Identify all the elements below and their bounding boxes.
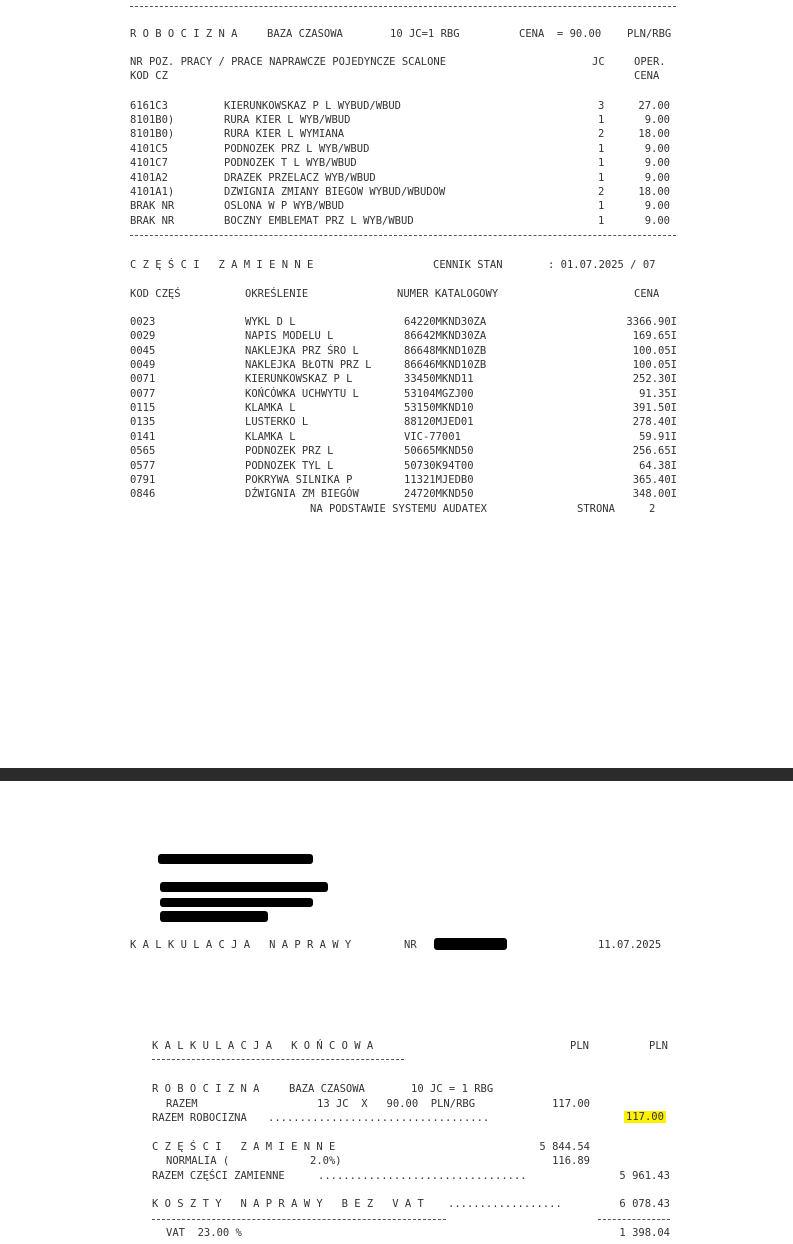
parts-row-desc: KLAMKA L [245,402,296,414]
parts-row-num: 11321MJEDB0 [404,474,474,486]
final-dots: ................................... [268,1112,490,1124]
labour-row-price: 9.00 [644,172,670,184]
parts-row-num: 50730K94T00 [404,460,474,472]
parts-header-date: : 01.07.2025 / 07 [548,259,656,271]
parts-row-num: 53104MGZJ00 [404,388,474,400]
page-separator [0,768,793,781]
final-divider-left [152,1219,446,1220]
parts-row-price: 64.38I [639,460,677,472]
labour-row-desc: DZWIGNIA ZMIANY BIEGOW WYBUD/WBUDOW [224,186,446,198]
parts-row-price: 365.40I [632,474,677,486]
final-koszty-value: 6 078.43 [619,1198,670,1210]
parts-col-num: NUMER KATALOGOWY [397,288,499,300]
labour-row-jc: 1 [598,200,605,212]
final-vat-value: 1 398.04 [619,1227,670,1239]
parts-row-code: 0565 [130,445,156,457]
final-labour-jc: 10 JC = 1 RBG [411,1083,494,1095]
parts-row-num: 86642MKND30ZA [404,330,487,342]
final-koszty-label: K O S Z T Y N A P R A W Y B E Z V A T [152,1198,424,1210]
labour-row-jc: 2 [598,186,605,198]
redaction-bar [160,882,328,892]
parts-row-num: VIC-77001 [404,431,461,443]
labour-row-jc: 1 [598,215,605,227]
final-normalia-pct: 2.0%) [310,1155,342,1167]
labour-row-jc: 1 [598,157,605,169]
labour-row-desc: PODNOZEK PRZ L WYB/WBUD [224,143,370,155]
parts-row-desc: PODNOZEK PRZ L [245,445,334,457]
parts-row-num: 50665MKND50 [404,445,474,457]
labour-row-desc: BOCZNY EMBLEMAT PRZ L WYB/WBUD [224,215,414,227]
labour-header-unit: PLN/RBG [627,28,672,40]
parts-row-price: 59.91I [639,431,677,443]
parts-row-price: 100.05I [632,345,677,357]
parts-header-cennik: CENNIK STAN [433,259,503,271]
parts-row-num: 24720MKND50 [404,488,474,500]
labour-col-kod: KOD CZ [130,70,168,82]
parts-row-desc: KOŃCÓWKA UCHWYTU L [245,388,359,400]
parts-row-price: 278.40I [632,416,677,428]
labour-col-jc: JC [592,56,605,68]
labour-header-jc: 10 JC=1 RBG [390,28,460,40]
final-title: K A L K U L A C J A K O Ń C O W A [152,1040,374,1052]
final-vat-label: VAT 23.00 % [166,1227,242,1239]
page-footer-number: 2 [649,503,656,515]
parts-row-code: 0071 [130,373,156,385]
parts-row-desc: POKRYWA SILNIKA P [245,474,353,486]
final-col-pln-2: PLN [649,1040,668,1052]
parts-row-desc: NAPIS MODELU L [245,330,334,342]
labour-row-jc: 1 [598,172,605,184]
parts-header-title: C Z Ę Ś C I Z A M I E N N E [130,259,314,271]
final-divider-right [598,1219,670,1220]
parts-row-price: 169.65I [632,330,677,342]
parts-row-code: 0135 [130,416,156,428]
parts-row-price: 3366.90I [626,316,677,328]
parts-row-desc: NAKLEJKA BŁOTN PRZ L [245,359,372,371]
labour-header-price: CENA = 90.00 [519,28,602,40]
redaction-bar [160,898,313,907]
parts-row-price: 100.05I [632,359,677,371]
labour-row-code: 8101B0) [130,128,175,140]
labour-row-jc: 3 [598,100,605,112]
parts-row-code: 0115 [130,402,156,414]
parts-col-okr: OKREŚLENIE [245,288,309,300]
labour-header-title: R O B O C I Z N A [130,28,238,40]
labour-row-jc: 1 [598,114,605,126]
final-razem-czesci-label: RAZEM CZĘŚCI ZAMIENNE [152,1170,285,1182]
document-date: 11.07.2025 [598,939,662,951]
labour-row-price: 18.00 [638,128,670,140]
final-labour-title: R O B O C I Z N A [152,1083,260,1095]
final-labour-base: BAZA CZASOWA [289,1083,365,1095]
parts-row-price: 252.30I [632,373,677,385]
parts-row-desc: LUSTERKO L [245,416,309,428]
labour-row-price: 9.00 [644,143,670,155]
redaction-bar [158,854,313,864]
labour-row-desc: PODNOZEK T L WYB/WBUD [224,157,357,169]
final-razem-label: RAZEM [166,1098,198,1110]
page-footer-strona: STRONA [577,503,615,515]
parts-row-price: 348.00I [632,488,677,500]
redaction-bar [160,911,268,922]
labour-row-price: 27.00 [638,100,670,112]
labour-row-desc: RURA KIER L WYMIANA [224,128,345,140]
labour-row-code: BRAK NR [130,200,175,212]
final-normalia-label: NORMALIA ( [166,1155,230,1167]
parts-row-price: 256.65I [632,445,677,457]
labour-row-code: BRAK NR [130,215,175,227]
final-parts-value: 5 844.54 [539,1141,590,1153]
parts-row-num: 33450MKND11 [404,373,474,385]
parts-row-price: 91.35I [639,388,677,400]
final-col-pln-1: PLN [570,1040,589,1052]
labour-row-code: 4101A2 [130,172,168,184]
redaction-bar [434,938,507,950]
parts-row-num: 53150MKND10 [404,402,474,414]
parts-row-num: 86648MKND10ZB [404,345,487,357]
labour-row-code: 6161C3 [130,100,168,112]
parts-row-code: 0023 [130,316,156,328]
labour-col-nr: NR POZ. PRACY / PRACE NAPRAWCZE POJEDYNCZE SCALONE [130,56,447,68]
labour-row-jc: 2 [598,128,605,140]
parts-row-desc: WYKL D L [245,316,296,328]
final-dots: .................. [448,1198,562,1210]
parts-row-desc: KLAMKA L [245,431,296,443]
parts-row-desc: NAKLEJKA PRZ ŚRO L [245,345,359,357]
parts-row-code: 0029 [130,330,156,342]
labour-row-desc: KIERUNKOWSKAZ P L WYBUD/WBUD [224,100,402,112]
parts-row-num: 64220MKND30ZA [404,316,487,328]
labour-col-oper: OPER. [634,56,666,68]
labour-row-jc: 1 [598,143,605,155]
labour-row-desc: OSLONA W P WYB/WBUD [224,200,345,212]
labour-row-price: 9.00 [644,114,670,126]
final-dots: ................................. [318,1170,527,1182]
parts-row-num: 86646MKND10ZB [404,359,487,371]
parts-row-code: 0077 [130,388,156,400]
parts-row-desc: KIERUNKOWSKAZ P L [245,373,353,385]
page-footer-source: NA PODSTAWIE SYSTEMU AUDATEX [310,503,488,515]
labour-row-desc: DRAZEK PRZELACZ WYB/WBUD [224,172,376,184]
final-title-underline [152,1059,404,1060]
parts-row-code: 0045 [130,345,156,357]
labour-row-desc: RURA KIER L WYB/WBUD [224,114,351,126]
parts-row-desc: DŹWIGNIA ZM BIEGÓW [245,488,359,500]
labour-row-price: 9.00 [644,157,670,169]
final-razem-czesci-value: 5 961.43 [619,1170,670,1182]
parts-row-desc: PODNOZEK TYL L [245,460,334,472]
final-parts-title: C Z Ę Ś C I Z A M I E N N E [152,1141,336,1153]
labour-header-base: BAZA CZASOWA [267,28,343,40]
parts-row-code: 0846 [130,488,156,500]
labour-row-code: 8101B0) [130,114,175,126]
parts-row-price: 391.50I [632,402,677,414]
final-razem-robocizna-value [624,1111,666,1124]
final-razem-calc: 13 JC X 90.00 PLN/RBG [317,1098,476,1110]
labour-row-code: 4101A1) [130,186,175,198]
labour-row-price: 9.00 [644,200,670,212]
parts-row-num: 88120MJED01 [404,416,474,428]
top-divider [130,6,676,7]
labour-row-price: 18.00 [638,186,670,198]
document-nr-label: NR [404,939,417,951]
highlighted-total: 117.00 [626,1111,664,1123]
document-title: K A L K U L A C J A N A P R A W Y [130,939,352,951]
parts-row-code: 0791 [130,474,156,486]
final-razem-value: 117.00 [552,1098,590,1110]
final-normalia-value: 116.89 [552,1155,590,1167]
labour-row-code: 4101C5 [130,143,168,155]
parts-row-code: 0141 [130,431,156,443]
parts-row-code: 0577 [130,460,156,472]
parts-row-code: 0049 [130,359,156,371]
final-razem-robocizna-label: RAZEM ROBOCIZNA [152,1112,247,1124]
labour-row-code: 4101C7 [130,157,168,169]
labour-col-cena: CENA [634,70,660,82]
labour-row-price: 9.00 [644,215,670,227]
parts-col-cena: CENA [634,288,660,300]
parts-col-kod: KOD CZĘŚ [130,288,181,300]
labour-divider [130,235,676,236]
